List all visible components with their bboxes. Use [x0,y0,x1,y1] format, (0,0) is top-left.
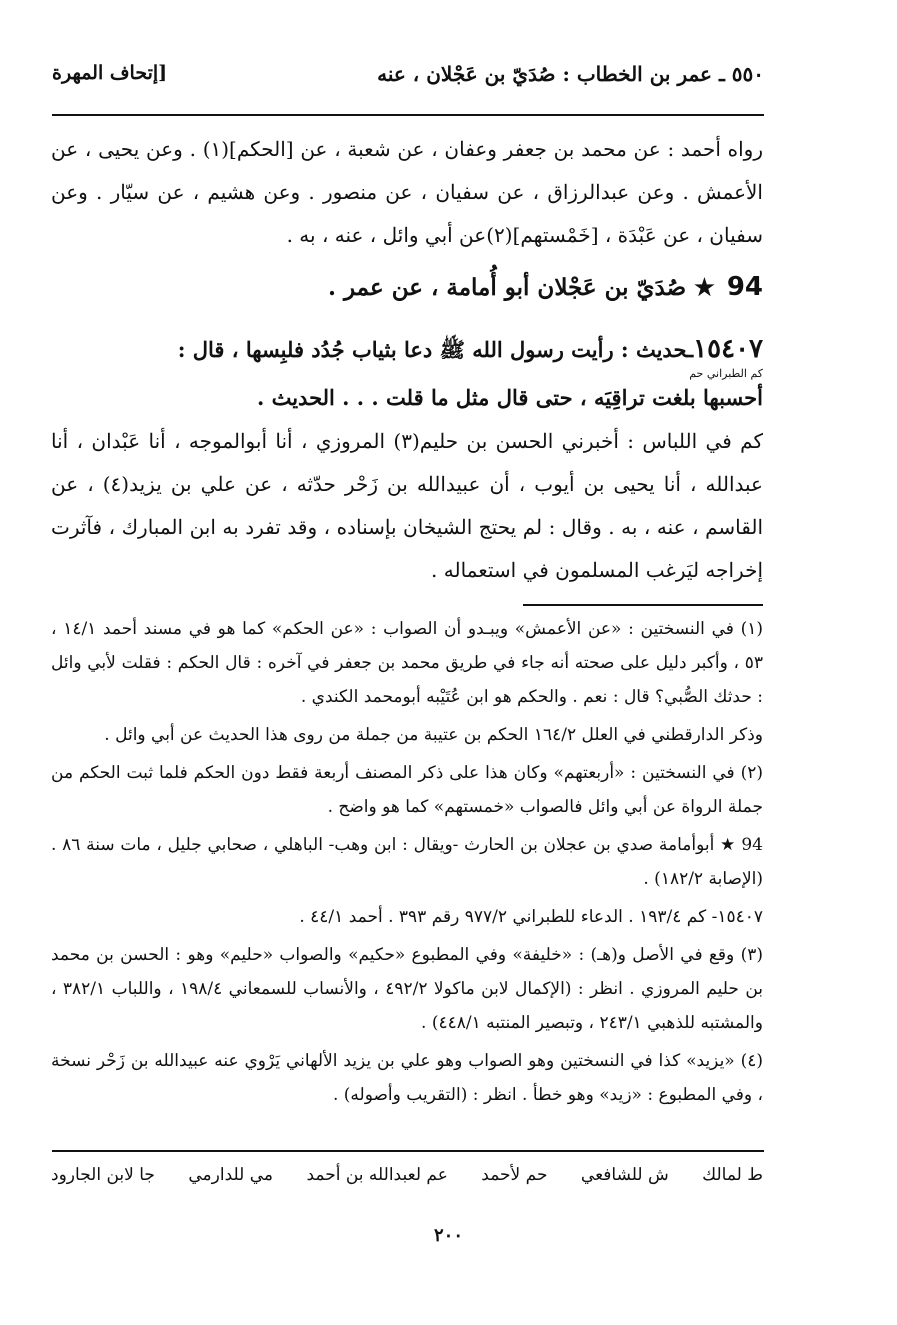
sigla-rule [52,1150,764,1152]
running-header [52,62,764,96]
footnote: (١) في النسختين : «عن الأعمش» ويبـدو أن الصواب : «عن الحكم» كما هو في مسند أحمد ١٤/١ ، ٥٣ ، وأكبر دليل على صحته أنه جاء في طريق محمد بن جعفر في آخره : قال الحكم : فقلت لأبي وائل : حدثك الصُّبي؟ قال : نعم . والحكم هو ابن عُتَيْبه أبومحمد الكندي . [51,619,763,707]
page-number: ٢٠٠ [433,1225,463,1246]
star-icon: ★ [694,274,715,301]
book-title: [إتحاف المهرة [52,62,168,84]
sigla-item: مي للدارمي [188,1165,274,1185]
hadith-line-2: أحسبها بلغت تراقِيَه ، حتى قال مثل ما قلت . . . الحديث . [256,385,763,410]
sigla-item: عم لعبدالله بن أحمد [306,1165,448,1185]
hadith-sources: كم الطبراني حم [689,367,763,380]
footnote: ١٥٤٠٧- كم ١٩٣/٤ . الدعاء للطبراني ٩٧٧/٢ رقم ٣٩٣ . أحمد ٤٤/١ . [299,907,763,927]
entry-number: 94 [726,272,763,302]
intro-paragraph-block [51,128,763,257]
footnote-rule [523,604,763,606]
sigla-item: حم لأحمد [481,1165,548,1185]
footnote: (٤) «يزيد» كذا في النسختين وهو الصواب وهو علي بن يزيد الألهاني يَرْوي عنه عبيدالله بن زَحْر نسخة ، وفي المطبوع : «زيد» وهو خطأ . انظر : (التقريب وأصوله) . [51,1051,763,1105]
footnotes [51,612,763,1116]
footnote: 94 ★ أبوأمامة صدي بن عجلان بن الحارث -ويقال : ابن وهب- الباهلي ، صحابي جليل ، مات سنة ٨٦ . (الإصابة ١٨٢/٢) . [51,835,763,889]
section-title: ٥٥٠ ـ عمر بن الخطاب : صُدَيّ بن عَجْلان ، عنه [377,62,764,86]
source-paragraph-block [51,420,763,592]
footnote: (٢) في النسختين : «أربعتهم» وكان هذا على ذكر المصنف أربعة فقط دون الحكم فلما ثبت الحكم من جملة الرواة عن أبي وائل فالصواب «خمستهم» كما هو واضح . [51,763,763,817]
footnote: وذكر الدارقطني في العلل ١٦٤/٢ الحكم بن عتيبة من جملة من روى هذا الحديث عن أبي وائل . [104,725,763,745]
header-rule [52,114,764,116]
hadith-heading [51,331,763,416]
sub-heading [51,272,763,302]
source-paragraph: كم في اللباس : أخبرني الحسن بن حليم(٣) المروزي ، أنا أبوالموجه ، أنا عَبْدان ، أنا عبدالله ، أنا يحيى بن أيوب ، أن عبيدالله بن زَحْر حدّثه ، عن علي بن يزيد(٤) ، عن القاسم ، عنه ، به . وقال : لم يحتج الشيخان بإسناده ، وقد تفرد به ابن المبارك ، فآثرت إخراجه ليَرغب المسلمون في استعماله . [51,429,763,582]
sub-heading-text: صُدَيّ بن عَجْلان أبو أُمامة ، عن عمر . [327,274,687,301]
sigla-item: جا لابن الجارود [51,1165,155,1185]
footnote: (٣) وقع في الأصل و(هـ) : «خليفة» وفي المطبوع «حكيم» والصواب «حليم» وهو : الحسن بن محمد بن حليم المروزي . انظر : (الإكمال لابن ماكولا ٤٩٢/٢ ، والأنساب للسمعاني ١٩٨/٤ ، واللباب ٣٨٢/١ ، والمشتبه للذهبي ٢٤٣/١ ، وتبصير المنتبه ٤٤٨/١) . [51,945,763,1033]
sigla-item: ط لمالك [702,1165,763,1185]
intro-paragraph: رواه أحمد : عن محمد بن جعفر وعفان ، عن شعبة ، عن [الحكم](١) . وعن يحيى ، عن الأعمش . وعن عبدالرزاق ، عن سفيان ، عن منصور . وعن هشيم ، عن سيّار . وعن سفيان ، عن عَبْدَة ، [خَمْستهم](٢)عن أبي وائل ، عنه ، به . [51,137,764,247]
sigla-legend [51,1165,763,1185]
hadith-number: ١٥٤٠٧ [693,334,763,364]
hadith-line-1: ـحديث : رأيت رسول الله ﷺ دعا بثياب جُدُد فلبِسها ، قال : [177,337,694,362]
sigla-item: ش للشافعي [580,1165,669,1185]
